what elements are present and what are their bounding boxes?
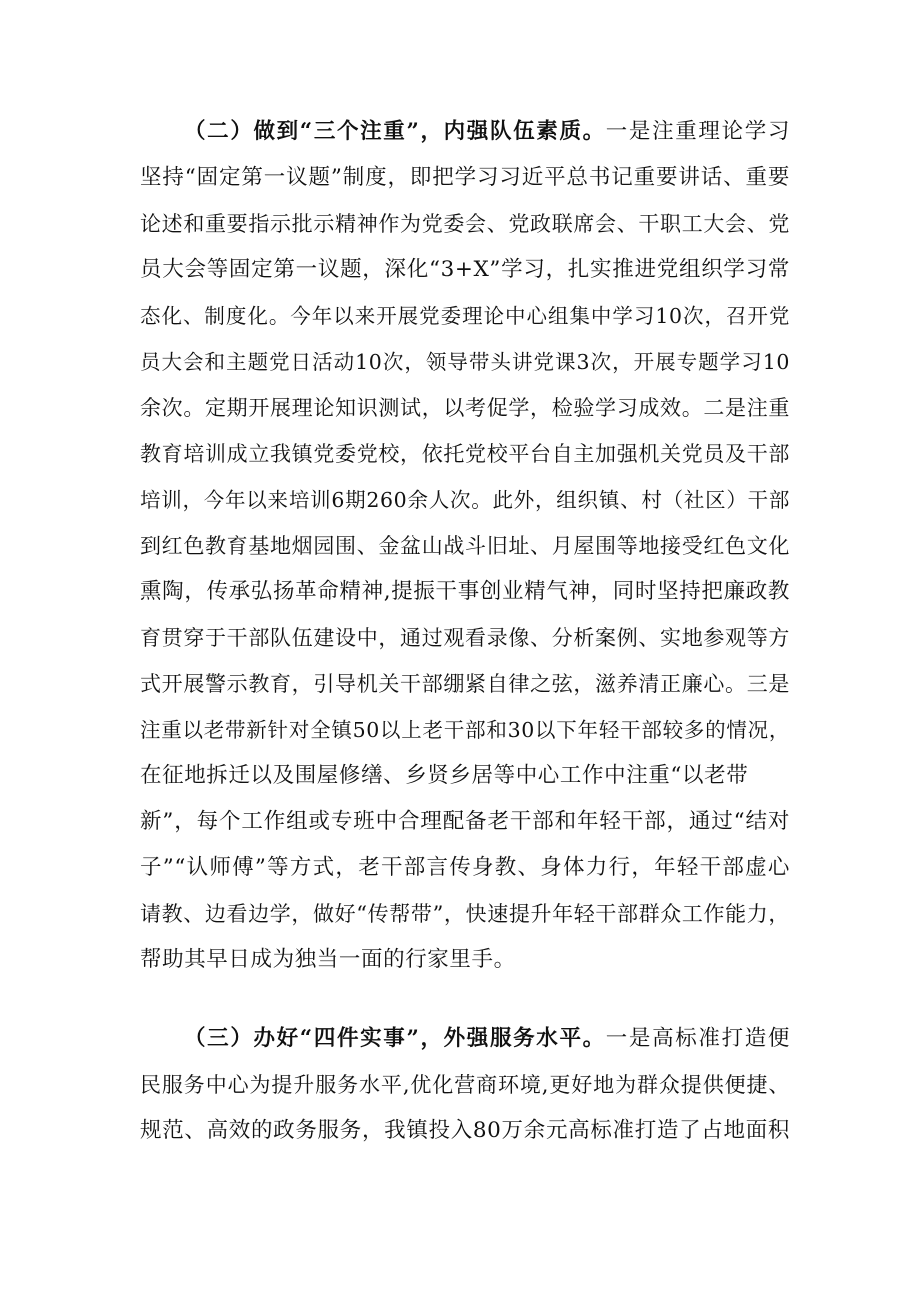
paragraph-line: 在征地拆迁以及围屋修缮、乡贤乡居等中心工作中注重“以老带 (140, 763, 749, 788)
paragraph-line: 教育培训成立我镇党委党校，依托党校平台自主加强机关党员及干部 (140, 442, 790, 466)
paragraph-line: 员大会和主题党日活动10次，领导带头讲党课3次，开展专题学习10 (140, 350, 790, 374)
paragraph-line: 新”，每个工作组或专班中合理配备老干部和年轻干部，通过“结对 (140, 809, 790, 834)
paragraph-line (184, 112, 790, 152)
paragraph-line: 规范、高效的政务服务，我镇投入80万余元高标准打造了占地面积 (140, 1118, 790, 1143)
line-text: 一是注重理论学习 (605, 119, 790, 144)
paragraph-line: 育贯穿于干部队伍建设中，通过观看录像、分析案例、实地参观等方 (140, 626, 790, 650)
paragraph-line: 员大会等固定第一议题，深化“3+X”学习，扎实推进党组织学习常 (140, 257, 790, 282)
paragraph-line: 帮助其早日成为独当一面的行家里手。 (140, 947, 516, 972)
paragraph-line: 余次。定期开展理论知识测试，以考促学，检验学习成效。二是注重 (140, 396, 790, 420)
paragraph-line: 熏陶，传承弘扬革命精神,提振干事创业精气神，同时坚持把廉政教 (140, 579, 790, 604)
section-heading: （三）办好“四件实事”，外强服务水平。 (184, 1026, 606, 1051)
paragraph-line: 民服务中心为提升服务水平,优化营商环境,更好地为群众提供便捷、 (140, 1073, 790, 1097)
paragraph-line: 坚持“固定第一议题”制度，即把学习习近平总书记重要讲话、重要 (140, 165, 790, 190)
paragraph-line (184, 1019, 790, 1059)
paragraph-line: 式开展警示教育，引导机关干部绷紧自律之弦，滋养清正廉心。三是 (140, 672, 790, 696)
paragraph-line: 态化、制度化。今年以来开展党委理论中心组集中学习10次，召开党 (140, 304, 790, 328)
paragraph-line: 到红色教育基地烟园围、金盆山战斗旧址、月屋围等地接受红色文化 (140, 534, 790, 558)
paragraph-line: 培训，今年以来培训6期260余人次。此外，组织镇、村（社区）干部 (140, 488, 790, 512)
paragraph-line: 论述和重要指示批示精神作为党委会、党政联席会、干职工大会、党 (140, 212, 790, 236)
line-text: 一是高标准打造便 (605, 1026, 790, 1051)
paragraph-line: 注重以老带新针对全镇50以上老干部和30以下年轻干部较多的情况， (140, 718, 790, 742)
section-heading: （二）做到“三个注重”，内强队伍素质。 (184, 119, 606, 144)
paragraph-line: 请教、边看边学，做好“传帮带”，快速提升年轻干部群众工作能力， (140, 902, 790, 926)
paragraph-line: 子”“认师傅”等方式，老干部言传身教、身体力行，年轻干部虚心 (140, 855, 790, 880)
